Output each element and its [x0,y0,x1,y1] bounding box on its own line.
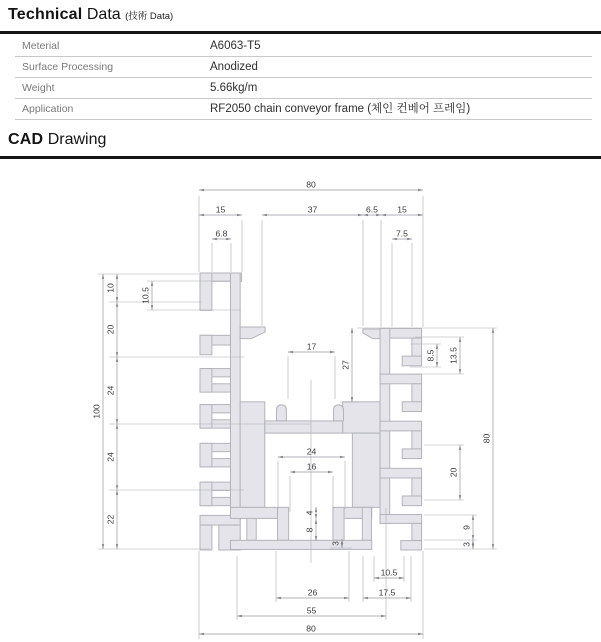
dim-label: 26 [307,587,318,598]
dim-label: 8 [304,527,315,533]
dim-label: 17.5 [378,587,396,598]
extension-lines [98,196,497,639]
dim-label: 80 [306,623,316,634]
dim-label: 4 [304,510,315,516]
row-label: Weight [22,82,55,94]
dim-label: 7.5 [396,228,408,239]
dim-label: 24 [306,446,317,457]
heading-regular-text: Drawing [47,131,107,148]
dim-label: 24 [105,385,116,396]
dim-label: 20 [105,324,116,335]
heading-bold-text: CAD [8,131,44,148]
dim-label: 27 [340,360,351,370]
dim-label: 3 [330,541,341,546]
row-value: Anodized [210,61,258,73]
dim-label: 22 [105,514,116,525]
dim-label: 15 [397,204,407,215]
row-value: 5.66kg/m [210,82,258,94]
row-label: Surface Processing [22,61,114,73]
row-label: Meterial [22,40,60,52]
dim-label: 100 [91,404,102,419]
dim-label: 6.5 [366,204,378,215]
dim-label: 20 [448,467,459,478]
dim-label: 15 [215,204,226,215]
dim-label: 6.8 [215,228,228,239]
dim-label: 10 [105,283,116,293]
dim-label: 10.5 [140,287,151,304]
row-label: Application [22,103,74,115]
dim-label: 24 [105,452,116,462]
heading-bold-text: Technical [8,6,83,23]
dim-label: 37 [307,204,318,215]
heading-note-text: (技術 Data) [125,11,174,22]
dim-label: 16 [306,461,317,472]
dim-label: 8.5 [425,349,436,362]
dim-label: 13.5 [448,347,459,364]
dim-label: 17 [306,341,317,352]
dimension-lines [92,180,494,635]
dim-label: 80 [306,179,316,190]
dim-label: 9 [461,525,472,530]
dim-label: 55 [306,605,317,616]
row-value: A6063-T5 [210,40,261,52]
heading-regular-text: Data [86,6,121,23]
dim-label: 3 [461,542,472,547]
row-value: RF2050 chain conveyor frame (체인 컨베어 프레임) [210,103,471,115]
dim-label: 10.5 [380,567,398,578]
dim-label: 80 [481,433,492,444]
